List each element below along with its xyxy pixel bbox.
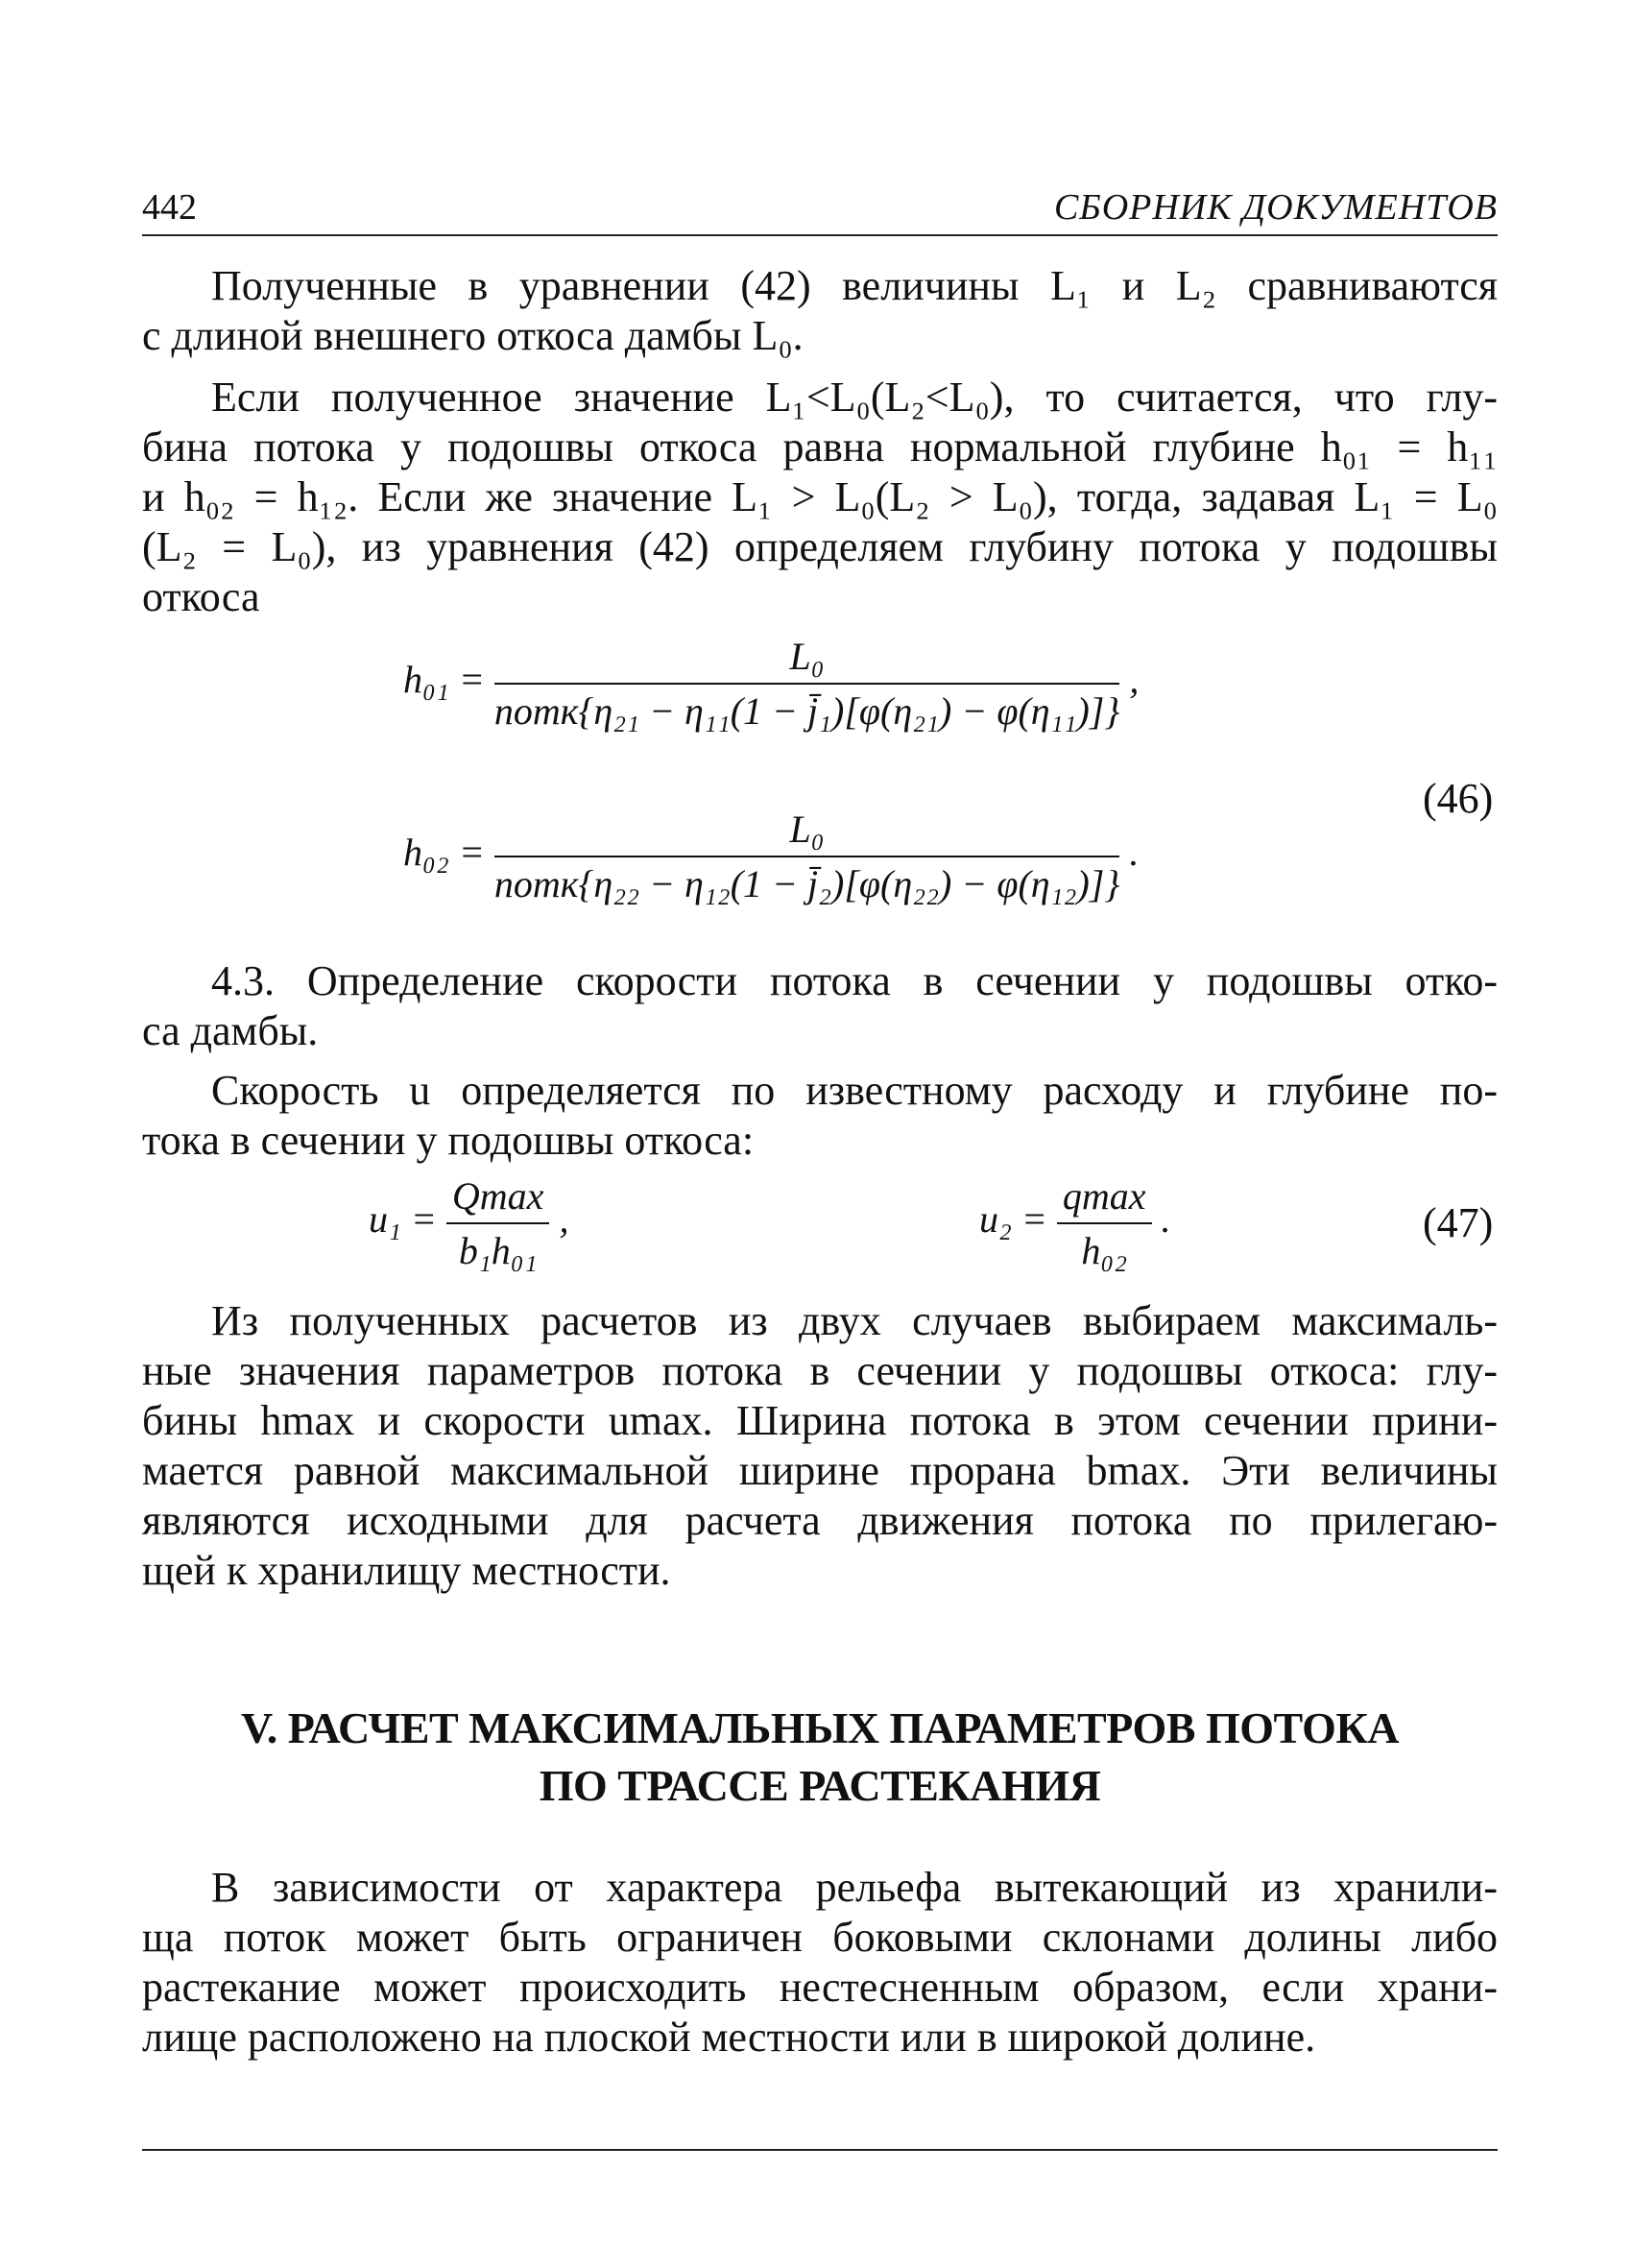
equation-number-47: (47) [1423,1199,1494,1246]
paragraph-4-line-1: Скорость u определяется по известному расходу и глубине по- [211,1067,1498,1114]
paragraph-2-line-4: (L₂ = L₀), из уравнения (42) определяем глубину потока у подошвы [142,523,1498,570]
running-title: СБОРНИК ДОКУМЕНТОВ [1053,187,1498,228]
formula-u2 [979,1173,1171,1273]
paragraph-5-line-6: щей к хранилищу местности. [142,1547,671,1594]
paragraph-2-line-3: и h₀₂ = h₁₂. Если же значение L₁ > L₀(L₂ > L₀), тогда, задавая L₁ = L₀ [142,473,1498,520]
paragraph-6-line-4: лище расположено на плоской местности или в широкой долине. [142,2014,1316,2061]
section-heading [142,1700,1498,1815]
paragraph-1-line-2: с длиной внешнего откоса дамбы L₀. [142,312,804,359]
formula-u1-fraction [446,1173,550,1273]
paragraph-5-line-5: являются исходными для расчета движения потока по прилегаю- [142,1497,1498,1544]
formula-u1 [369,1173,568,1273]
paragraph-3 [142,956,1498,1056]
page-header [142,188,1498,236]
paragraph-5-line-4: мается равной максимальной ширине прорана bmax. Эти величины [142,1447,1498,1494]
equation-number-46: (46) [1423,775,1494,822]
formula-u1-tail: , [559,1197,569,1242]
page-number: 442 [142,187,197,228]
paragraph-2-line-1: Если полученное значение L₁<L₀(L₂<L₀), то считается, что глу- [211,374,1498,421]
paragraph-6-line-3: растекание может происходить нестесненным образом, если храни- [142,1964,1498,2011]
paragraph-6-line-2: ща поток может быть ограничен боковыми склонами долины либо [142,1914,1498,1961]
paragraph-5-line-3: бины hmax и скорости umax. Ширина потока в этом сечении прини- [142,1397,1498,1444]
paragraph-6 [142,1863,1498,2063]
formula-h01-denominator: nотк{η₂₁ − η₁₁(1 − j̄₁)[φ(η₂₁) − φ(η₁₁)]} [493,689,1120,733]
formula-h01-tail: , [1129,658,1140,702]
formula-h02-lhs: h₀₂ = [403,831,485,875]
formula-h02-numerator: L₀ [494,807,1120,857]
formula-h01-numerator: L₀ [494,634,1120,685]
section-heading-line-1: V. РАСЧЕТ МАКСИМАЛЬНЫХ ПАРАМЕТРОВ ПОТОКА [241,1703,1399,1752]
paragraph-3-line-1: 4.3. Определение скорости потока в сечении у подошвы отко- [211,957,1498,1004]
paragraph-2 [142,373,1498,622]
paragraph-5-line-2: ные значения параметров потока в сечении у подошвы откоса: глу- [142,1347,1498,1394]
formula-u2-fraction [1057,1173,1152,1273]
formula-h01-lhs: h₀₁ = [403,658,485,702]
paragraph-1-line-1: Полученные в уравнении (42) величины L₁ и L₂ сравниваются [211,262,1498,309]
bottom-rule [142,2149,1498,2151]
formula-h01 [403,634,1139,734]
section-heading-line-2: ПО ТРАССЕ РАСТЕКАНИЯ [539,1761,1101,1810]
paragraph-4-line-2: тока в сечении у подошвы откоса: [142,1117,755,1164]
paragraph-2-line-5: откоса [142,573,260,620]
formula-u2-denominator: h₀₂ [1081,1229,1128,1272]
paragraph-4 [142,1066,1498,1166]
formula-h02-fraction [494,807,1120,906]
formula-u1-denominator: b₁h₀₁ [458,1229,538,1272]
formula-u1-lhs: u₁ = [369,1197,437,1242]
paragraph-1 [142,261,1498,361]
formula-u1-numerator: Qmax [446,1173,550,1224]
paragraph-5-line-1: Из полученных расчетов из двух случаев выбираем максималь- [211,1297,1498,1344]
formula-h01-fraction [494,634,1120,734]
formula-u2-numerator: qmax [1057,1173,1152,1224]
formula-h02-denominator: nотк{η₂₂ − η₁₂(1 − j̄₂)[φ(η₂₂) − φ(η₁₂)]} [493,862,1120,905]
formula-h02 [403,807,1139,906]
paragraph-5 [142,1296,1498,1596]
formula-h02-tail: . [1129,831,1140,875]
paragraph-2-line-2: бина потока у подошвы откоса равна нормальной глубине h₀₁ = h₁₁ [142,423,1498,470]
formula-u2-lhs: u₂ = [979,1197,1047,1242]
formula-u2-tail: . [1161,1197,1171,1242]
paragraph-3-line-2: са дамбы. [142,1007,319,1054]
paragraph-6-line-1: В зависимости от характера рельефа вытекающий из хранили- [211,1864,1498,1911]
